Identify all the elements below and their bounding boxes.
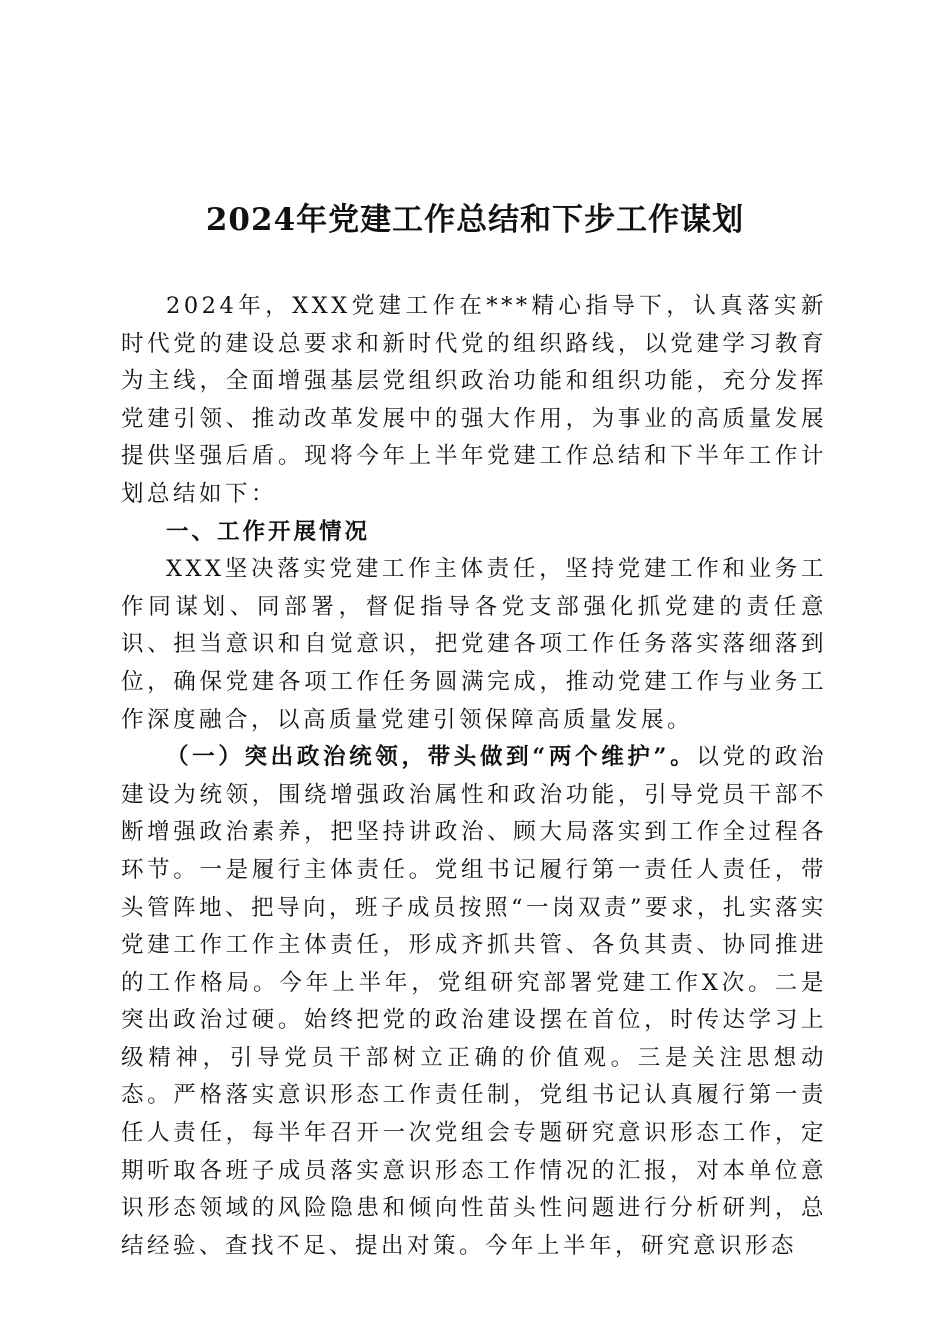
document-body xyxy=(121,288,827,1265)
subsection-body-political: 以党的政治建设为统领，围绕增强政治属性和政治功能，引导党员干部不断增强政治素养，把坚持讲政治、顾大局落实到工作全过程各环节。一是履行主体责任。党组书记履行第一责任人责任，带头管阵地、把导向，班子成员按照“一岗双责”要求，扎实落实党建工作工作主体责任，形成齐抓共管、各负其责、协同推进的工作格局。今年上半年，党组研究部署党建工作X次。二是突出政治过硬。始终把党的政治建设摆在首位，时传达学习上级精神，引导党员干部树立正确的价值观。三是关注思想动态。严格落实意识形态工作责任制，党组书记认真履行第一责任人责任，每半年召开一次党组会专题研究意识形态工作，定期听取各班子成员落实意识形态工作情况的汇报，对本单位意识形态领域的风险隐患和倾向性苗头性问题进行分析研判，总结经验、查找不足、提出对策。今年上半年，研究意识形态 xyxy=(121,744,828,1259)
section-paragraph-responsibility: XXX坚决落实党建工作主体责任，坚持党建工作和业务工作同谋划、同部署，督促指导各党支部强化抓党建的责任意识、担当意识和自觉意识，把党建各项工作任务落实落细落到位，确保党建各项工作任务圆满完成，推动党建工作与业务工作深度融合，以高质量党建引领保障高质量发展。 xyxy=(121,556,827,733)
subsection-heading-political: （一）突出政治统领，带头做到“两个维护”。 xyxy=(166,744,697,771)
section-heading-work-status: 一、工作开展情况 xyxy=(166,518,371,545)
intro-paragraph: 2024年，XXX党建工作在***精心指导下，认真落实新时代党的建设总要求和新时代党的组织路线，以党建学习教育为主线，全面增强基层党组织政治功能和组织功能，充分发挥党建引领、推动改革发展中的强大作用，为事业的高质量发展提供坚强后盾。现将今年上半年党建工作总结和下半年工作计划总结如下： xyxy=(121,293,827,507)
document-title: 2024年党建工作总结和下步工作谋划 xyxy=(205,202,745,238)
subsection-paragraph-political xyxy=(121,739,827,1265)
